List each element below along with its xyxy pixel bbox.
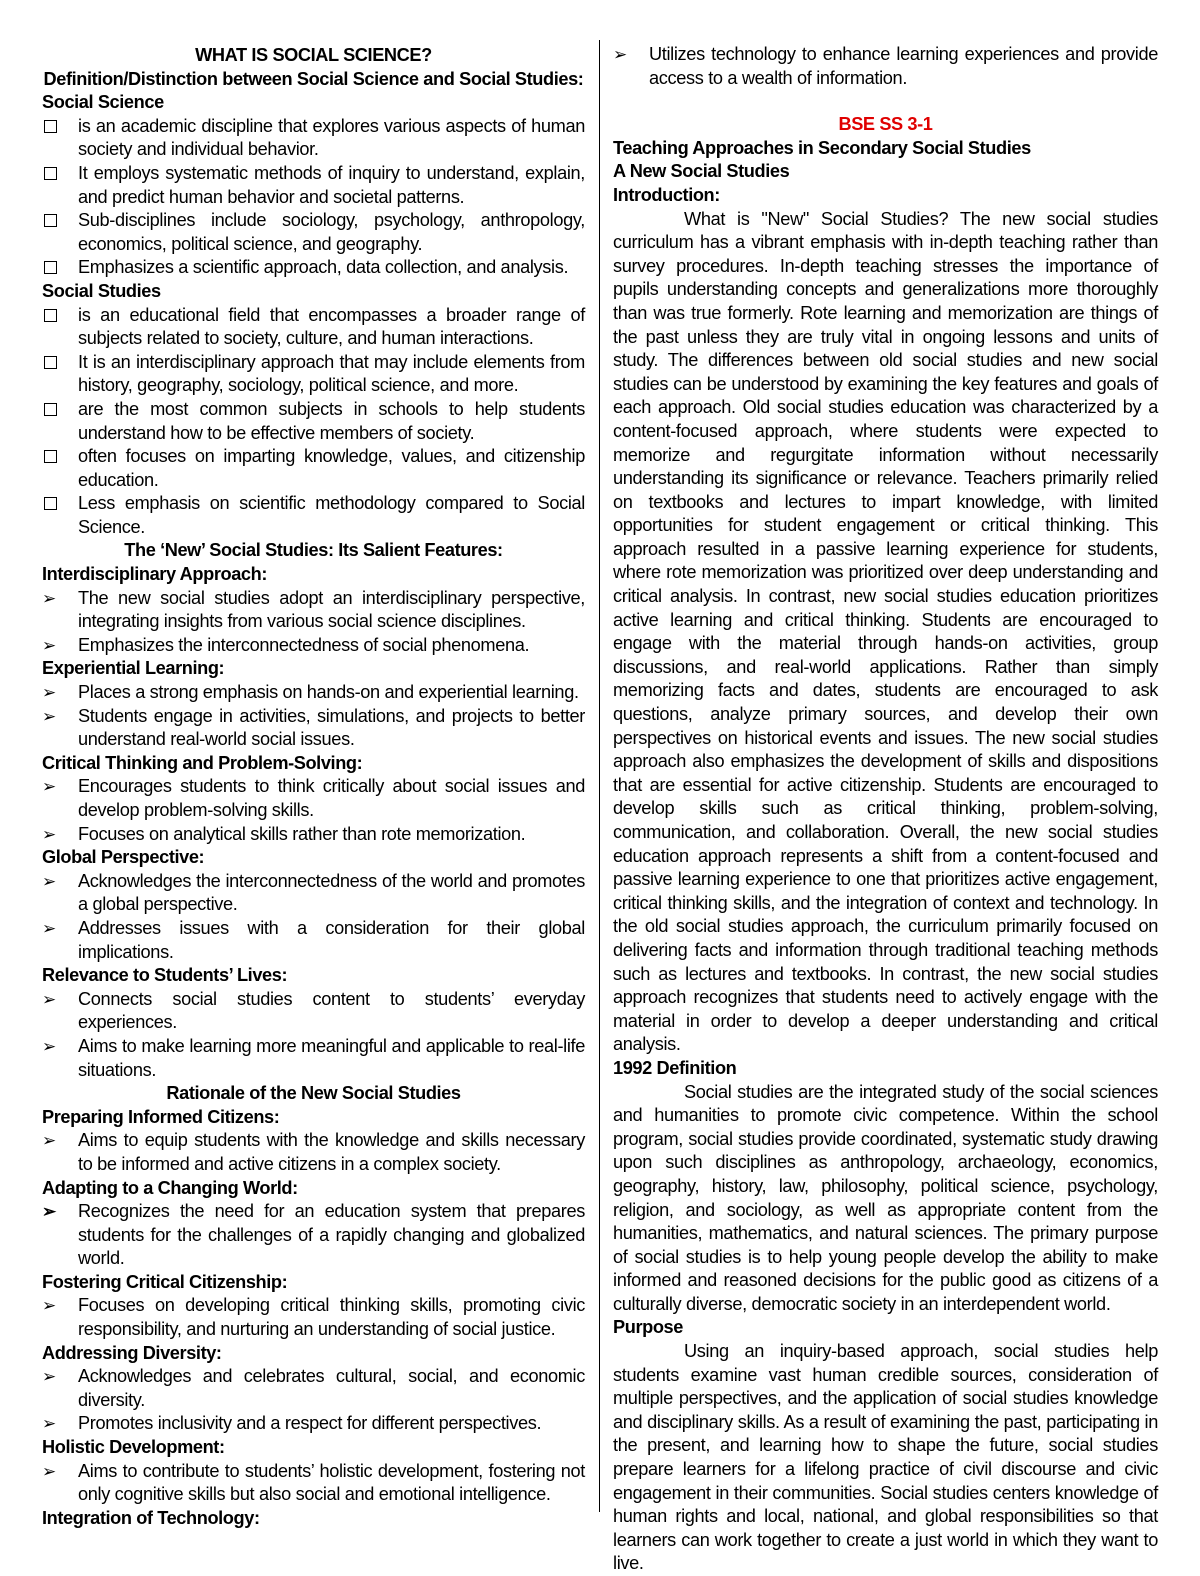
list-item: ➢ Emphasizes the interconnectedness of social phenomena. <box>42 634 585 658</box>
list-item: ➢ Aims to contribute to students’ holistic development, fostering not only cognitive skills but also social and emotional intelligence. <box>42 1460 585 1505</box>
checkbox-bullet-icon <box>42 445 66 470</box>
list-item: often focuses on imparting knowledge, values, and citizenship education. <box>42 445 585 492</box>
arrow-bullet-icon: ➢ <box>42 1202 56 1222</box>
arrow-bullet-icon: ➢ <box>42 1367 56 1387</box>
list-item: ➢ Promotes inclusivity and a respect for different perspectives. <box>42 1412 585 1436</box>
list-item: ➢ The new social studies adopt an interdisciplinary perspective, integrating insights from various social science disciplines. <box>42 587 585 632</box>
list-item: ➢ Aims to make learning more meaningful and applicable to real-life situations. <box>42 1035 585 1080</box>
rationale-subheading: Addressing Diversity: <box>42 1342 222 1363</box>
list-item: It is an interdisciplinary approach that may include elements from history, geography, sociology, political science, and more. <box>42 351 585 398</box>
arrow-bullet-icon: ➢ <box>42 777 56 797</box>
arrow-bullet-icon: ➢ <box>42 1131 56 1151</box>
checkbox-bullet-icon <box>42 351 66 376</box>
list-item: ➢ Recognizes the need for an education system that prepares students for the challenges of a rapidly changing and globalized world. <box>42 1201 585 1269</box>
technology-heading: Integration of Technology: <box>42 1507 260 1528</box>
checkbox-bullet-icon <box>42 492 66 517</box>
lesson-title: Teaching Approaches in Secondary Social Studies <box>613 137 1031 158</box>
rationale-subheading: Preparing Informed Citizens: <box>42 1106 280 1127</box>
rationale-subheading: Holistic Development: <box>42 1437 225 1458</box>
rationale-subheading: Fostering Critical Citizenship: <box>42 1271 288 1292</box>
arrow-bullet-icon: ➢ <box>42 871 56 891</box>
social-science-list <box>42 115 585 280</box>
list-item: ➢ Encourages students to think critically about social issues and develop problem-solving skills. <box>42 776 585 820</box>
list-item: ➢ Focuses on developing critical thinking skills, promoting civic responsibility, and nurturing an understanding of social justice. <box>42 1295 585 1340</box>
purpose-paragraph: Using an inquiry-based approach, social studies help students examine vast human credible sources, consideration of multiple perspectives, and the application of social studies knowledge and disciplinary skills. As a result of examining the past, participating in the present, and learning how to shape the future, social studies prepare learners for a lifelong practice of civil discourse and civic engagement in their communities. Social studies centers knowledge of human rights and local, national, and global responsibilities so that learners can work together to create a just world in which they want to live. <box>613 1341 1158 1574</box>
document-title: WHAT IS SOCIAL SCIENCE? <box>195 45 432 65</box>
arrow-bullet-icon: ➢ <box>42 683 56 703</box>
spacer <box>613 90 1158 113</box>
arrow-bullet-icon: ➢ <box>42 918 56 938</box>
list-item: ➢ Addresses issues with a consideration for their global implications. <box>42 917 585 962</box>
list-item: Less emphasis on scientific methodology compared to Social Science. <box>42 492 585 539</box>
lesson-subtitle: A New Social Studies <box>613 161 790 182</box>
purpose-heading: Purpose <box>613 1317 683 1338</box>
list-item: are the most common subjects in schools to help students understand how to be effective members of society. <box>42 398 585 445</box>
arrow-bullet-icon: ➢ <box>42 1296 56 1316</box>
arrow-bullet-icon: ➢ <box>42 989 56 1009</box>
feature-heading: Interdisciplinary Approach: <box>42 564 268 585</box>
feature-heading: Experiential Learning: <box>42 658 225 679</box>
arrow-bullet-icon: ➢ <box>42 824 56 844</box>
list-item: is an academic discipline that explores various aspects of human society and individual behavior. <box>42 115 585 162</box>
checkbox-bullet-icon <box>42 256 66 281</box>
arrow-bullet-icon: ➢ <box>42 588 56 608</box>
social-studies-heading: Social Studies <box>42 280 161 301</box>
list-item: ➢ Acknowledges and celebrates cultural, social, and economic diversity. <box>42 1366 585 1410</box>
definition-1992-paragraph: Social studies are the integrated study of the social sciences and humanities to promote civic competence. Within the school program, social studies provide coordinated, systematic study drawing upon such disciplines as anthropology, archaeology, economics, geography, history, law, philosophy, political science, psychology, religion, and sociology, as well as appropriate content from the humanities, mathematics, and natural sciences. The primary purpose of social studies is to help young people develop the ability to make informed and reasoned decisions for the public good as citizens of a culturally diverse, democratic society in an interdependent world. <box>613 1081 1158 1314</box>
list-item: ➢ Aims to equip students with the knowledge and skills necessary to be informed and active citizens in a complex society. <box>42 1130 585 1174</box>
rationale-subheading: Adapting to a Changing World: <box>42 1177 298 1198</box>
feature-heading: Critical Thinking and Problem-Solving: <box>42 752 363 773</box>
arrow-bullet-icon: ➢ <box>42 1036 56 1056</box>
introduction-heading: Introduction: <box>613 184 720 205</box>
arrow-bullet-icon: ➢ <box>42 635 56 655</box>
checkbox-bullet-icon <box>42 162 66 187</box>
checkbox-bullet-icon <box>42 398 66 423</box>
list-item: ➢ Utilizes technology to enhance learning experiences and provide access to a wealth of information. <box>613 44 1158 88</box>
column-divider <box>599 40 600 1512</box>
list-item: is an educational field that encompasses a broader range of subjects related to society, culture, and human interactions. <box>42 304 585 351</box>
list-item: It employs systematic methods of inquiry to understand, explain, and predict human behavior and societal patterns. <box>42 162 585 209</box>
feature-heading: Global Perspective: <box>42 847 205 868</box>
list-item: ➢ Acknowledges the interconnectedness of the world and promotes a global perspective. <box>42 870 585 915</box>
checkbox-bullet-icon <box>42 304 66 329</box>
checkbox-bullet-icon <box>42 115 66 140</box>
list-item: ➢ Students engage in activities, simulations, and projects to better understand real-world social issues. <box>42 705 585 750</box>
features-heading: The ‘New’ Social Studies: Its Salient Features: <box>124 540 503 561</box>
definition-heading: Definition/Distinction between Social Science and Social Studies: <box>43 68 584 89</box>
checkbox-bullet-icon <box>42 209 66 234</box>
social-studies-list <box>42 304 585 540</box>
arrow-bullet-icon: ➢ <box>42 1461 56 1481</box>
list-item: Sub-disciplines include sociology, psychology, anthropology, economics, political science, and geography. <box>42 209 585 256</box>
definition-1992-heading: 1992 Definition <box>613 1057 737 1078</box>
arrow-bullet-icon: ➢ <box>42 706 56 726</box>
list-item: Emphasizes a scientific approach, data collection, and analysis. <box>42 256 585 280</box>
list-item: ➢ Places a strong emphasis on hands-on and experiential learning. <box>42 681 585 705</box>
list-item: ➢ Connects social studies content to students’ everyday experiences. <box>42 988 585 1033</box>
right-column <box>613 43 1158 1576</box>
social-science-heading: Social Science <box>42 92 164 113</box>
rationale-heading: Rationale of the New Social Studies <box>166 1083 461 1104</box>
list-item: ➢ Focuses on analytical skills rather than rote memorization. <box>42 823 585 847</box>
left-column <box>42 44 585 1530</box>
feature-heading: Relevance to Students’ Lives: <box>42 965 288 986</box>
arrow-bullet-icon: ➢ <box>613 45 627 64</box>
arrow-bullet-icon: ➢ <box>42 1414 56 1434</box>
course-code: BSE SS 3-1 <box>838 114 933 135</box>
introduction-paragraph: What is "New" Social Studies? The new social studies curriculum has a vibrant emphasis with in-depth teaching rather than survey procedures. In-depth teaching stresses the importance of pupils understanding concepts and generalizations more thoroughly than was true formerly. Rote learning and memorization are things of the past unless they are truly vital in ongoing lessons and units of study. The differences between old social studies and new social studies can be understood by examining the key features and goals of each approach. Old social studies education was characterized by a content-focused approach, where students were expected to memorize and regurgitate information without necessarily understanding its significance or relevance. Teachers primarily relied on textbooks and lectures to impart knowledge, with limited opportunities for student engagement or critical thinking. This approach resulted in a passive learning experience for students, where rote memorization was prioritized over deep understanding and critical analysis. In contrast, new social studies education prioritizes active learning and critical thinking. Students are encouraged to engage with the material through hands-on activities, group discussions, and real-world applications. Rather than simply memorizing facts and dates, students are encouraged to ask questions, analyze primary sources, and develop their own perspectives on historical events and issues. The new social studies approach also emphasizes the development of skills and dispositions that are essential for active citizenship. Students are encouraged to develop skills such as critical thinking, problem-solving, communication, and collaboration. Overall, the new social studies education approach represents a shift from a content-focused and passive learning experience to one that prioritizes active engagement, critical thinking skills, and the integration of context and technology. In the old social studies approach, the curriculum primarily focused on delivering facts and information through traditional teaching methods such as lectures and textbooks. In contrast, the new social studies approach recognizes that students need to actively engage with the material in order to develop a deeper understanding and critical analysis. <box>613 208 1158 1055</box>
